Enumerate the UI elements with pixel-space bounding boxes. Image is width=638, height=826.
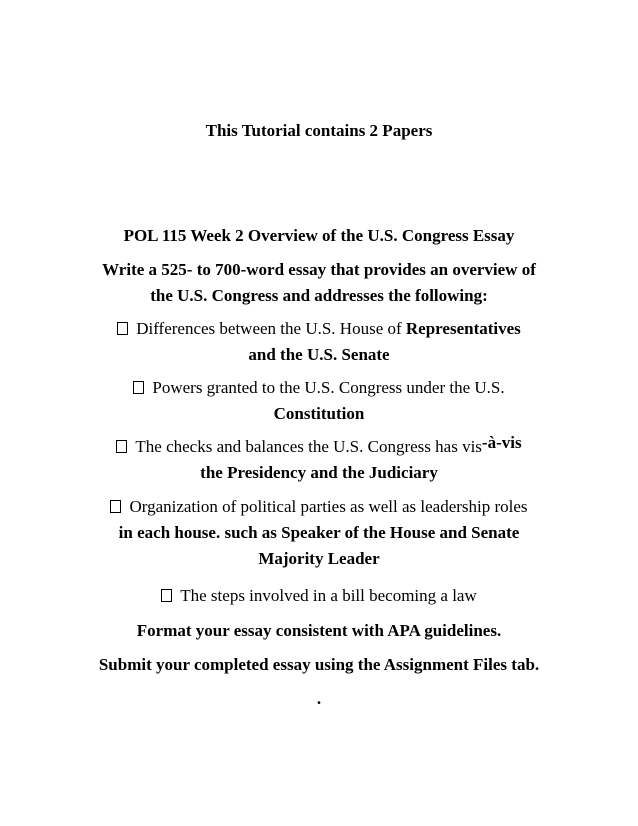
- bullet-1-tail: Representatives: [401, 319, 521, 338]
- format-note: Format your essay consistent with APA guidelines.: [136, 621, 502, 640]
- bullet-2: [0, 377, 638, 399]
- bullet-2-line-2: Constitution: [273, 404, 365, 423]
- bullet-4-line-3: Majority Leader: [258, 549, 380, 568]
- bullet-3-lead: The checks and balances the U.S. Congress has vis: [135, 437, 482, 456]
- bullet-5-lead: The steps involved in a bill becoming a law: [180, 586, 477, 605]
- bullet-4-lead: Organization of political parties as well as leadership roles: [129, 497, 528, 516]
- missing-glyph-icon: [116, 440, 127, 453]
- tutorial-note: This Tutorial contains 2 Papers: [205, 121, 433, 140]
- missing-glyph-icon: [133, 381, 144, 394]
- bullet-1-line-2: and the U.S. Senate: [248, 345, 390, 364]
- missing-glyph-icon: [117, 322, 128, 335]
- bullet-3-line-2: the Presidency and the Judiciary: [200, 463, 438, 482]
- bullet-1: [0, 318, 638, 340]
- essay-heading: POL 115 Week 2 Overview of the U.S. Congress Essay: [123, 226, 515, 245]
- bullet-5: [0, 585, 638, 607]
- bullet-3-tail: -à-vis: [481, 433, 522, 452]
- bullet-4-line-2: in each house. such as Speaker of the House and Senate: [118, 523, 520, 542]
- instruction-line-2: the U.S. Congress and addresses the following:: [150, 286, 488, 305]
- instruction-line-1: Write a 525- to 700-word essay that provides an overview of: [102, 260, 536, 279]
- bullet-1-lead: Differences between the U.S. House of: [136, 319, 402, 338]
- bullet-2-lead: Powers granted to the U.S. Congress under the U.S.: [152, 378, 505, 397]
- bullet-4: [0, 496, 638, 518]
- missing-glyph-icon: [161, 589, 172, 602]
- missing-glyph-icon: [110, 500, 121, 513]
- submit-note: Submit your completed essay using the Assignment Files tab.: [98, 655, 540, 674]
- end-mark: .: [316, 689, 322, 708]
- bullet-3: [0, 433, 638, 458]
